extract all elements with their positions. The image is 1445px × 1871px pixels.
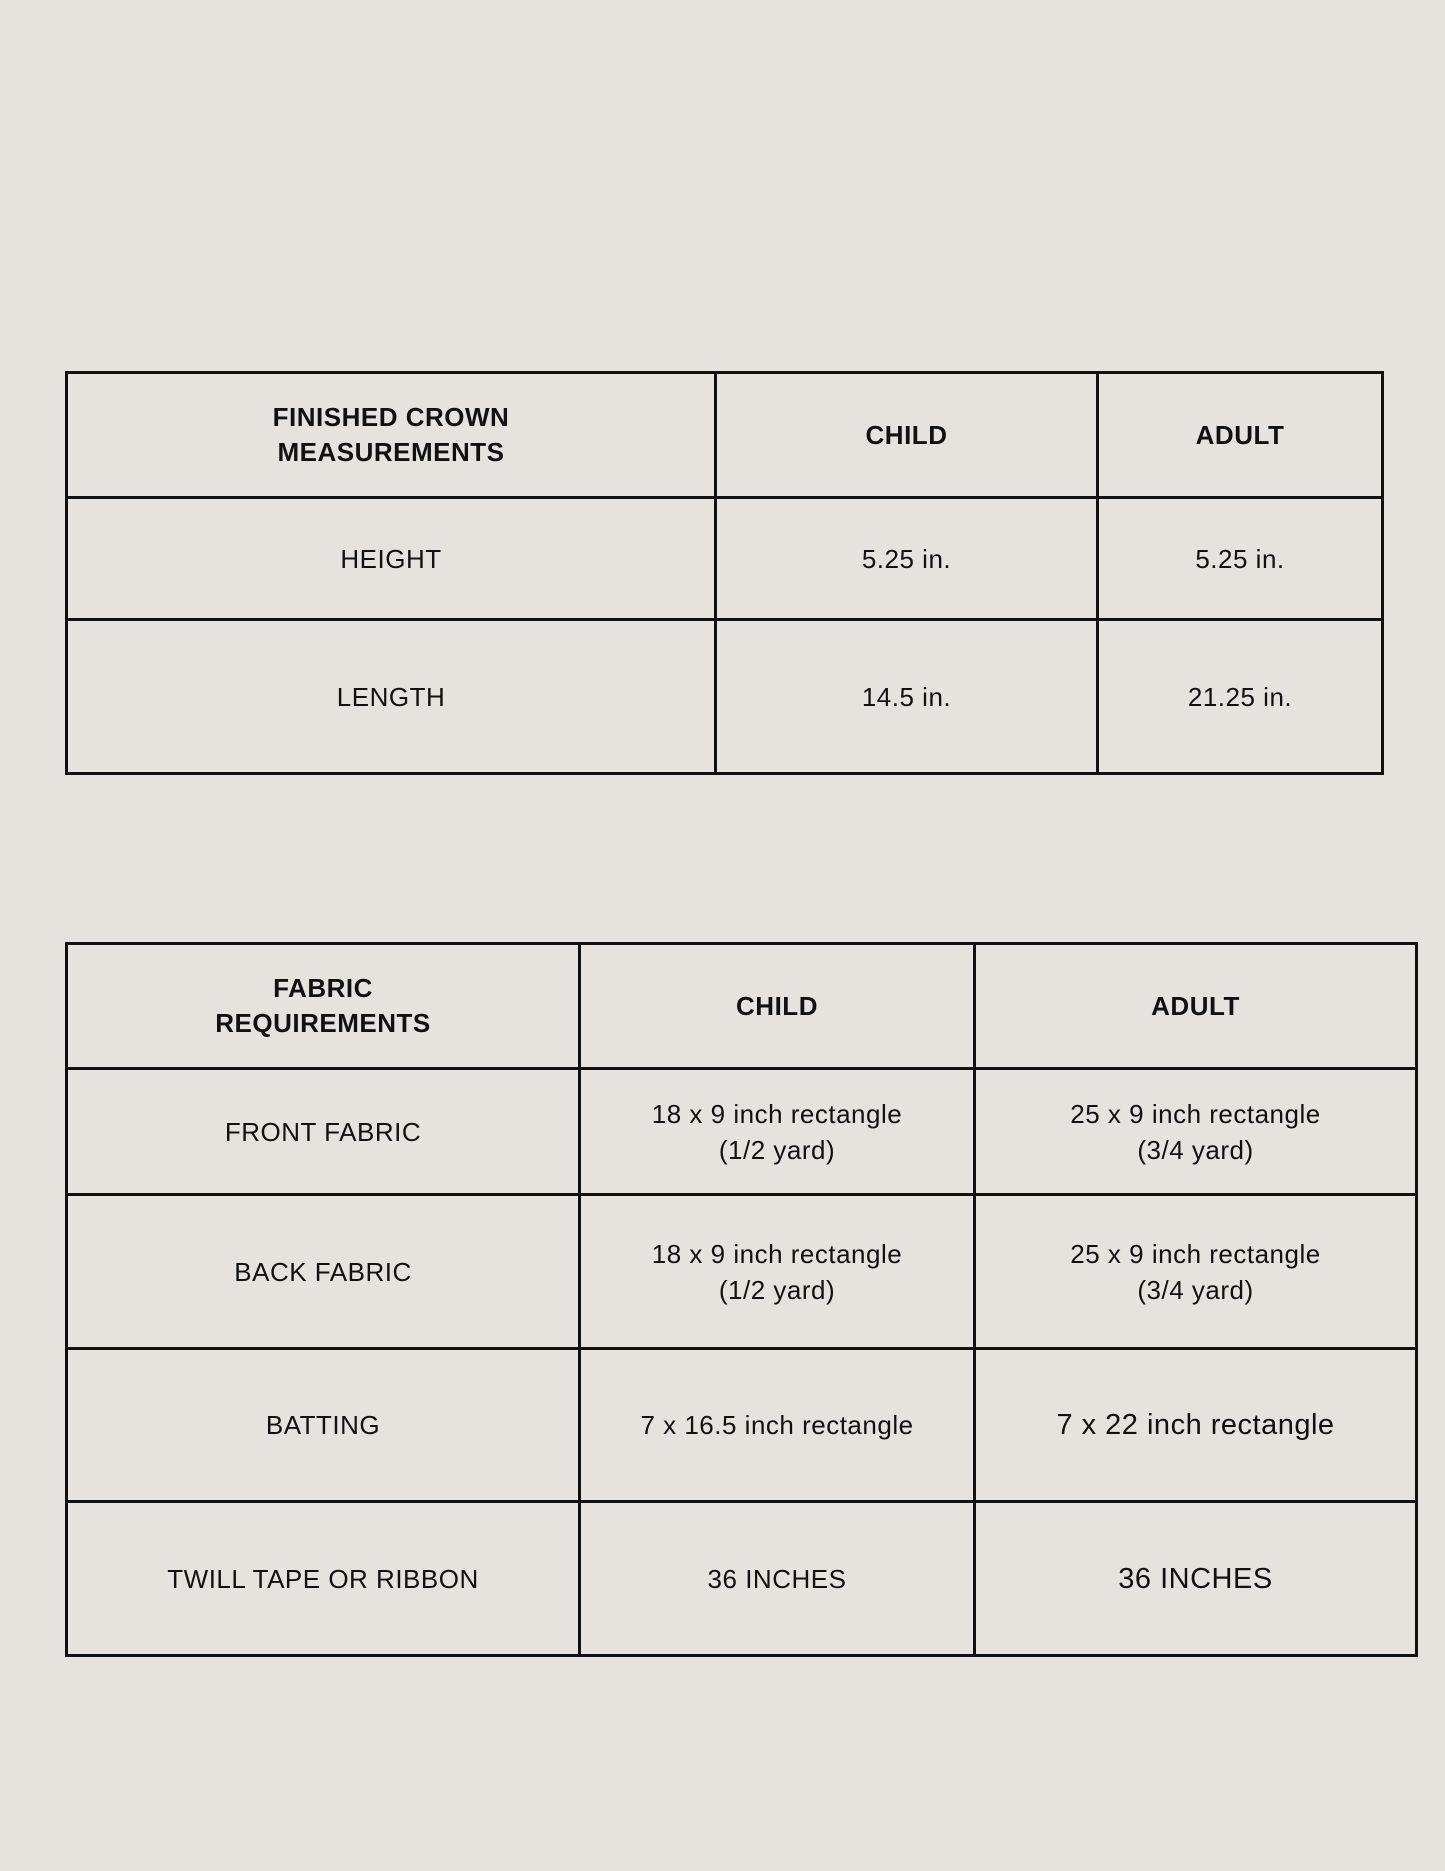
row-label-back-fabric: BACK FABRIC	[67, 1195, 580, 1349]
header-cell-child: CHILD	[716, 373, 1098, 498]
value-line: 25 x 9 inch rectangle	[1070, 1098, 1321, 1129]
value-line: 18 x 9 inch rectangle	[651, 1238, 903, 1269]
table-header-row	[67, 373, 1383, 498]
header-label-line: FABRIC	[273, 973, 373, 1003]
child-value	[580, 1195, 975, 1349]
child-value: 7 x 16.5 inch rectangle	[580, 1349, 975, 1502]
row-label-height: HEIGHT	[67, 498, 716, 620]
child-value: 36 INCHES	[580, 1502, 975, 1656]
header-label-line: FINISHED CROWN	[272, 402, 510, 432]
header-cell-adult: ADULT	[1098, 373, 1383, 498]
adult-value: 5.25 in.	[1098, 498, 1383, 620]
header-cell-fabric-requirements	[67, 944, 580, 1069]
row-label-front-fabric: FRONT FABRIC	[67, 1069, 580, 1195]
row-label-batting: BATTING	[67, 1349, 580, 1502]
value-line: 18 x 9 inch rectangle	[651, 1098, 903, 1129]
crown-measurements-table	[65, 371, 1384, 775]
header-cell-measurements	[67, 373, 716, 498]
adult-value: 7 x 22 inch rectangle	[975, 1349, 1417, 1502]
header-cell-adult: ADULT	[975, 944, 1417, 1069]
table-header-row	[67, 944, 1417, 1069]
value-line: (1/2 yard)	[718, 1134, 836, 1165]
adult-value: 36 INCHES	[975, 1502, 1417, 1656]
table-row	[67, 1502, 1417, 1656]
header-label-line: MEASUREMENTS	[277, 437, 505, 467]
value-line: 25 x 9 inch rectangle	[1070, 1238, 1321, 1269]
header-label-line: REQUIREMENTS	[215, 1008, 431, 1038]
table-row	[67, 498, 1383, 620]
child-value: 5.25 in.	[716, 498, 1098, 620]
table-row	[67, 1069, 1417, 1195]
value-line: (1/2 yard)	[718, 1274, 836, 1305]
table-row	[67, 1349, 1417, 1502]
child-value	[580, 1069, 975, 1195]
header-cell-child: CHILD	[580, 944, 975, 1069]
row-label-twill-tape: TWILL TAPE OR RIBBON	[67, 1502, 580, 1656]
adult-value: 21.25 in.	[1098, 620, 1383, 774]
row-label-length: LENGTH	[67, 620, 716, 774]
child-value: 14.5 in.	[716, 620, 1098, 774]
fabric-requirements-table	[65, 942, 1418, 1657]
table-row	[67, 620, 1383, 774]
value-line: (3/4 yard)	[1137, 1134, 1254, 1165]
adult-value	[975, 1195, 1417, 1349]
table-row	[67, 1195, 1417, 1349]
value-line: (3/4 yard)	[1137, 1274, 1254, 1305]
adult-value	[975, 1069, 1417, 1195]
